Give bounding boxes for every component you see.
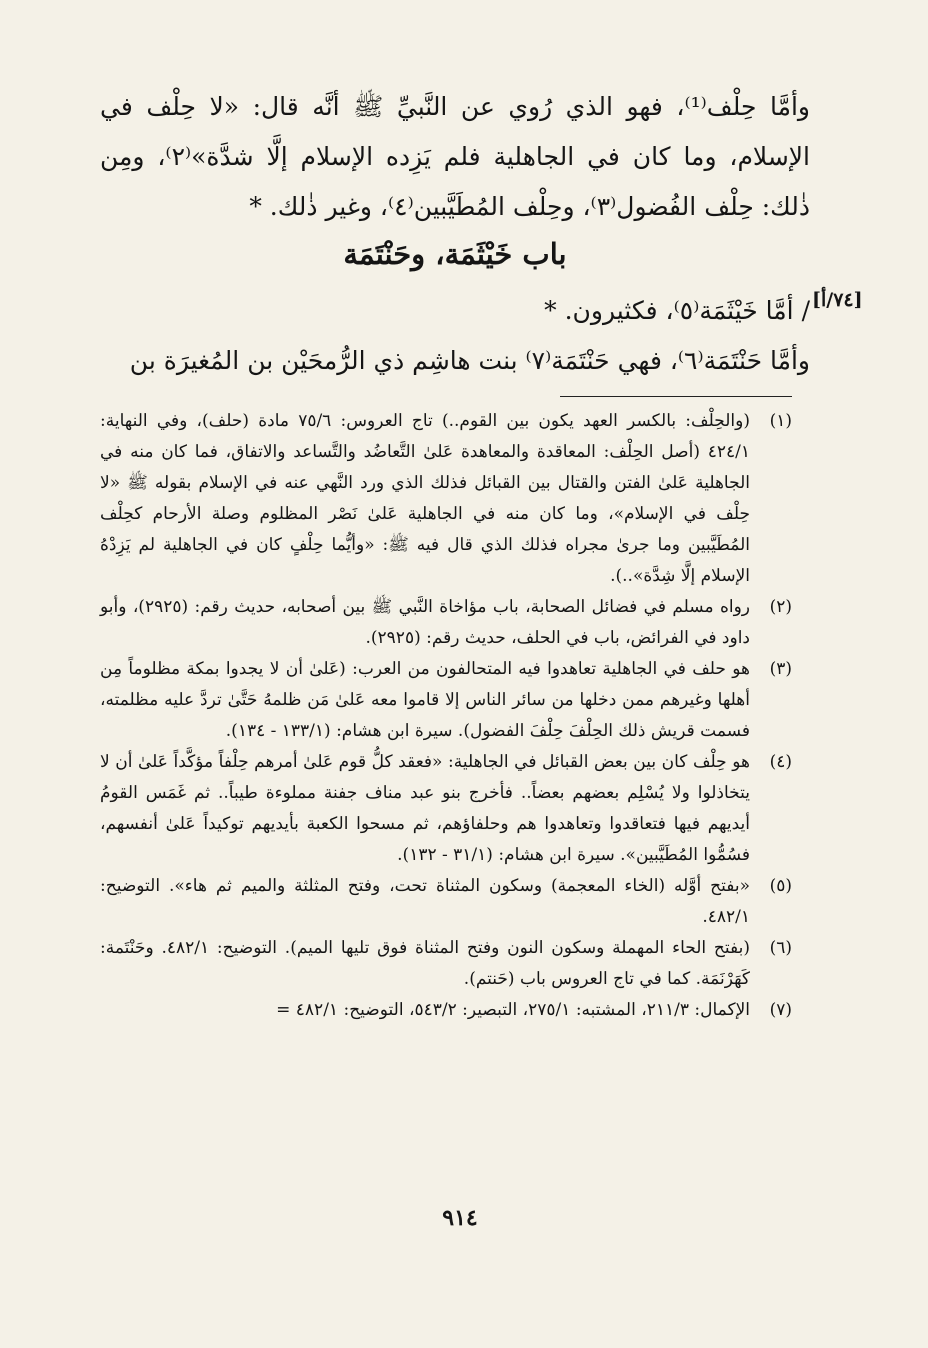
section-heading: باب خَيْثَمَة، وحَنْتَمَة — [343, 237, 567, 271]
footnote — [100, 406, 792, 592]
footnote-text: رواه مسلم في فضائل الصحابة، باب مؤاخاة النَّبي ﷺ بين أصحابه، حديث رقم: (٢٩٢٥)، وأبو داود في الفرائض، باب في الحلف، حديث رقم: (٢٩٢٥). — [100, 597, 750, 648]
footnote-number: (٥) — [769, 876, 792, 896]
footnote — [100, 995, 792, 1026]
footnote-separator — [560, 396, 792, 397]
footnote — [100, 592, 792, 654]
footnote-text: الإكمال: ٢١١/٣، المشتبه: ٢٧٥/١، التبصير: ٥٤٣/٢، التوضيح: ٤٨٢/١ = — [276, 1000, 750, 1020]
footnote-number: (٣) — [769, 659, 792, 679]
paragraph-hantama: وأمَّا حَنْتَمَة⁽٦⁾، فهي حَنْتَمَة⁽٧⁾ بنت هاشِم ذي الرُّمحَيْن بن المُغيرَة بن — [129, 346, 810, 375]
footnote-number: (١) — [769, 411, 792, 431]
footnote-text: (بفتح الحاء المهملة وسكون النون وفتح المثناة فوق تليها الميم). التوضيح: ٤٨٢/١. وحَنْتَمة: كَهَرْنَمَة. كما في تاج العروس باب (حَنتم). — [100, 938, 750, 989]
footnote — [100, 654, 792, 747]
footnote-text: هو حلف في الجاهلية تعاهدوا فيه المتحالفون من العرب: (عَلىٰ أن لا يجدوا بمكة مظلوماً مِن أهلها وغيرهم ممن دخلها من سائر الناس إلا قاموا معه عَلىٰ مَن ظلمهُ حَتَّىٰ تردَّ عليه مظلمته، فسمت قريش ذلك الحِلْفَ حِلْفَ الفضول). سيرة ابن هشام: (١٣٣/١ - ١٣٤). — [100, 659, 750, 741]
section-body — [100, 286, 810, 386]
footnote — [100, 933, 792, 995]
main-text — [100, 82, 810, 232]
footnote-number: (٦) — [769, 938, 792, 958]
manuscript-folio-ref: [٧٤/أ] — [812, 289, 863, 311]
footnote — [100, 747, 792, 871]
footnote-number: (٢) — [769, 597, 792, 617]
footnote — [100, 871, 792, 933]
footnote-text: «بفتح أوَّله (الخاء المعجمة) وسكون المثناة تحت، وفتح المثلثة والميم ثم هاء». التوضيح: ٤٨٢/١. — [100, 876, 750, 927]
page-number: ٩١٤ — [442, 1205, 478, 1231]
footnote-number: (٧) — [769, 1000, 792, 1020]
footnote-text: هو حِلْف كان بين بعض القبائل في الجاهلية: «فعقد كلُّ قوم عَلىٰ أمرهم حِلْفاً مؤكَّداً عَلىٰ أن لا يتخاذلوا ولا يُسْلِم بعضهم بعضاً.. فأخرج بنو عبد مناف جفنة مملوءة طيباً.. ثم غَمَس القومُ أيديهم فيها فتعاقدوا وتعاهدوا هم وحلفاؤهم، ثم مسحوا الكعبة بأيديهم توكيداً عَلىٰ أنفسهم، فسُمُّوا المُطَيَّبين». سيرة ابن هشام: (٣١/١ - ١٣٢). — [100, 752, 750, 865]
footnote-number: (٤) — [769, 752, 792, 772]
paragraph-khaythama: / أمَّا خَيْثَمَة⁽٥⁾، فكثيرون. * — [544, 296, 810, 325]
footnote-text: (والحِلْف: بالكسر العهد يكون بين القوم..) تاج العروس: ٧٥/٦ مادة (حلف)، وفي النهاية: ٤٢٤/١ (أصل الحِلْف: المعاقدة والمعاهدة عَلىٰ التَّعاضُد والتَّساعد والاتفاق، فما كان منه في الجاهلية عَلىٰ الفتن والقتال بين القبائل فذلك الذي ورد النَّهي عنه في الإسلام بقوله ﷺ «لا حِلْف في الإسلام»، وما كان منه في الجاهلية عَلىٰ نَصْر المظلوم وصلة الأرحام كحِلْف المُطَيَّبين وما جرىٰ مجراه فذلك الذي قال فيه ﷺ: «وأيُّما حِلْفٍ كان في الجاهلية لم يَزِدْهُ الإسلام إلَّا شِدَّة»..). — [100, 411, 750, 586]
footnotes — [100, 406, 792, 1026]
paragraph-hilf: وأمَّا حِلْف⁽¹⁾، فهو الذي رُوي عن النَّبيِّ ﷺ أنَّه قال: «لا حِلْف في الإسلام، وما كان في الجاهلية فلم يَزِده الإسلام إلَّا شدَّة»⁽٢⁾، ومِن ذٰلك: حِلْف الفُضول⁽٣⁾، وحِلْف المُطَيَّبين⁽٤⁾، وغير ذٰلك. * — [100, 92, 810, 221]
